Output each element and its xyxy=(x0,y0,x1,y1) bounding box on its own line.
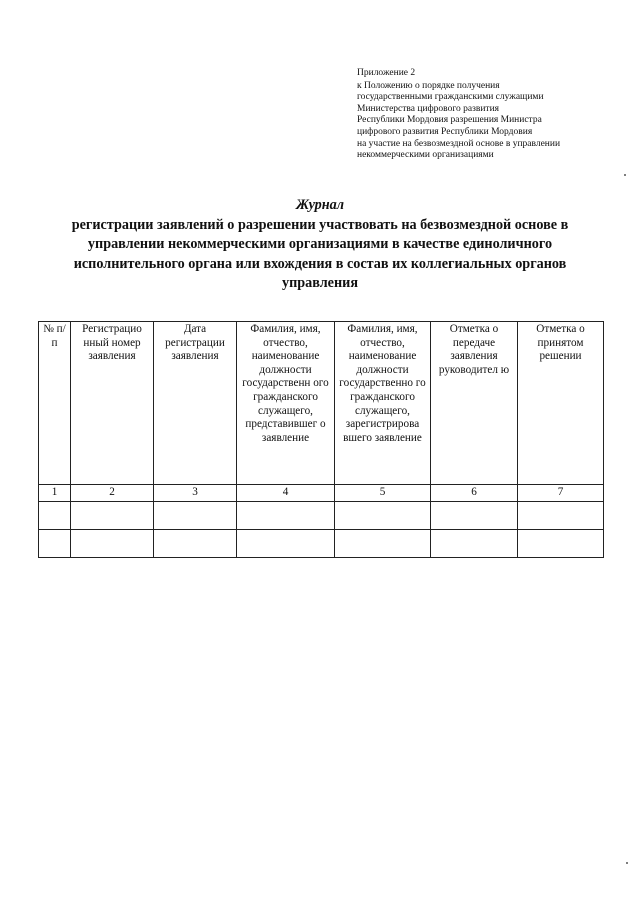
header-cell-registration-date: Дата регистрации заявления xyxy=(154,322,237,485)
table-cell xyxy=(39,530,71,558)
table-cell xyxy=(237,502,335,530)
appendix-block xyxy=(357,68,587,162)
column-number: 5 xyxy=(335,485,431,502)
appendix-line: цифрового развития Республики Мордовия xyxy=(357,126,533,137)
header-cell-registration-number: Регистрацио нный номер заявления xyxy=(71,322,154,485)
column-number: 4 xyxy=(237,485,335,502)
scan-speck xyxy=(624,174,626,176)
document-title: Журнал xyxy=(295,197,345,213)
table-header-row xyxy=(39,322,604,485)
table-cell xyxy=(335,502,431,530)
registration-journal-table xyxy=(38,321,604,558)
header-cell-registrar: Фамилия, имя, отчество, наименование должности государственно го гражданского служащего, зарегистрирова вшего заявление xyxy=(335,322,431,485)
table-cell xyxy=(154,502,237,530)
column-number: 6 xyxy=(431,485,518,502)
table-cell xyxy=(518,502,604,530)
appendix-line: на участие на безвозмездной основе в управлении xyxy=(357,138,561,149)
header-cell-decision-mark: Отметка о принятом решении xyxy=(518,322,604,485)
table-cell xyxy=(71,530,154,558)
column-number: 7 xyxy=(518,485,604,502)
appendix-line: Республики Мордовия разрешения Министра xyxy=(357,115,542,126)
table-cell xyxy=(431,530,518,558)
header-cell-number: № п/п xyxy=(39,322,71,485)
document-heading xyxy=(60,196,580,294)
table-cell xyxy=(71,502,154,530)
appendix-line: Министерства цифрового развития xyxy=(357,103,500,114)
table-row xyxy=(39,502,604,530)
table-cell xyxy=(39,502,71,530)
appendix-line: к Положению о порядке получения xyxy=(357,80,500,91)
table-row xyxy=(39,530,604,558)
column-number-row xyxy=(39,485,604,502)
table-cell xyxy=(154,530,237,558)
scan-speck xyxy=(626,862,628,864)
table-cell xyxy=(518,530,604,558)
appendix-line: некоммерческими организациями xyxy=(357,150,494,161)
table-cell xyxy=(237,530,335,558)
table-cell xyxy=(335,530,431,558)
appendix-title: Приложение 2 xyxy=(357,68,416,78)
column-number: 1 xyxy=(39,485,71,502)
column-number: 2 xyxy=(71,485,154,502)
table-cell xyxy=(431,502,518,530)
header-cell-submitter: Фамилия, имя, отчество, наименование должности государственн ого гражданского служащего, представившег о заявление xyxy=(237,322,335,485)
column-number: 3 xyxy=(154,485,237,502)
appendix-line: государственными гражданскими служащими xyxy=(357,92,544,103)
document-subtitle: регистрации заявлений о разрешении участвовать на безвозмездной основе в управлении некоммерческими организациями в качестве единоличного исполнительного органа или вхождения в состав их коллегиальных органов управления xyxy=(71,216,569,291)
header-cell-transfer-mark: Отметка о передаче заявления руководител ю xyxy=(431,322,518,485)
